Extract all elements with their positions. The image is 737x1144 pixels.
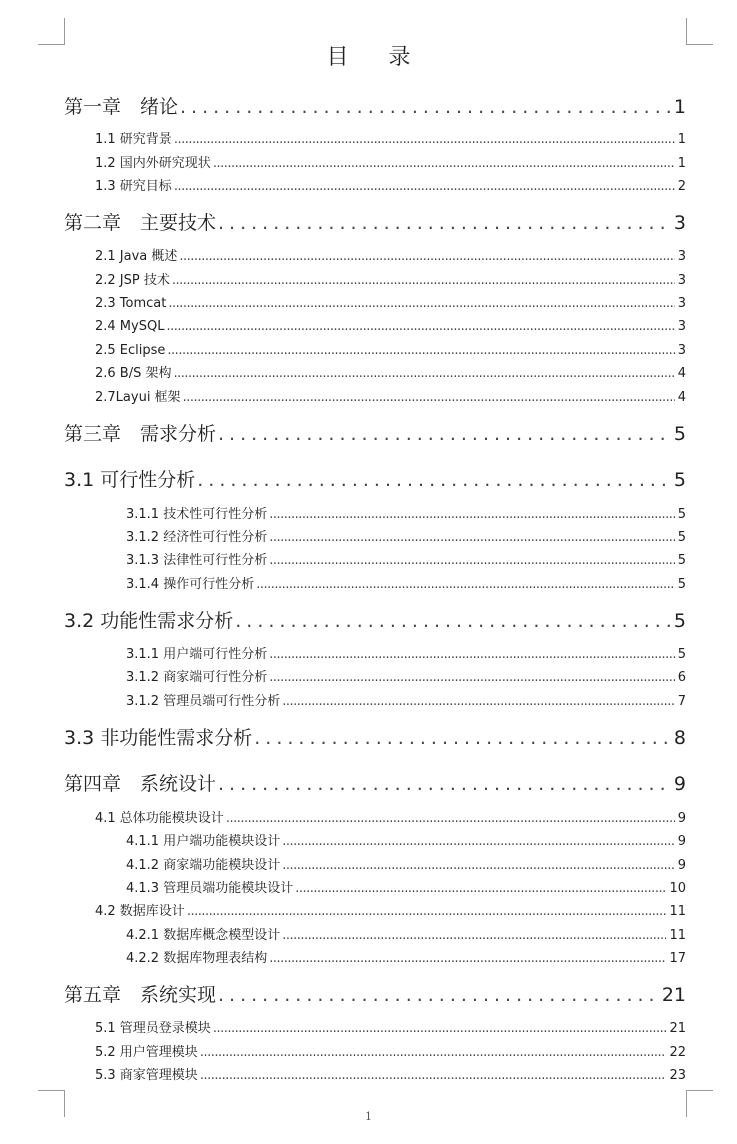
toc-leader <box>174 131 675 149</box>
toc-entry-label: 3.1.2 管理员端可行性分析 <box>126 694 281 709</box>
toc-entry-label: 3.3 非功能性需求分析 <box>64 727 253 749</box>
toc-leader <box>269 669 675 687</box>
toc-entry[interactable] <box>64 467 686 493</box>
toc-entry-label: 3.1.1 用户端可行性分析 <box>126 647 268 662</box>
toc-entry-page: 5 <box>677 530 686 545</box>
toc-entry[interactable] <box>126 880 686 898</box>
toc-entry[interactable] <box>95 155 686 173</box>
toc-entry-label: 4.1.1 用户端功能模块设计 <box>126 834 281 849</box>
toc-entry[interactable] <box>126 857 686 875</box>
toc-entry-label: 4.1 总体功能模块设计 <box>95 811 224 826</box>
toc-entry-label: 3.1 可行性分析 <box>64 469 196 491</box>
toc-entry[interactable] <box>64 725 686 751</box>
toc-entry-page: 1 <box>673 96 686 118</box>
toc-entry-page: 5 <box>677 647 686 662</box>
toc-leader <box>179 248 674 266</box>
toc-entry-label: 3.1.2 商家端可行性分析 <box>126 670 268 685</box>
toc-leader <box>187 903 667 921</box>
toc-entry-label: 5.2 用户管理模块 <box>95 1045 198 1060</box>
toc-entry-label: 2.5 Eclipse <box>95 343 166 358</box>
toc-entry-label: 3.2 功能性需求分析 <box>64 610 234 632</box>
toc-entry[interactable] <box>95 1020 686 1038</box>
toc-entry-page: 9 <box>677 811 686 826</box>
toc-leader <box>282 833 675 851</box>
toc-entry-label: 2.3 Tomcat <box>95 296 167 311</box>
crop-mark-top-left <box>38 18 65 45</box>
toc-entry-page: 4 <box>677 366 686 381</box>
toc-leader <box>269 529 675 547</box>
toc-leader <box>180 94 671 120</box>
toc-leader <box>197 467 671 493</box>
toc-entry-label: 4.2.2 数据库物理表结构 <box>126 951 268 966</box>
toc-entry-page: 5 <box>677 577 686 592</box>
toc-leader <box>269 552 675 570</box>
crop-mark-top-right <box>686 18 713 45</box>
toc-entry-label: 第四章 系统设计 <box>64 773 217 795</box>
toc-entry-label: 第一章 绪论 <box>64 96 179 118</box>
toc-leader <box>213 1020 667 1038</box>
toc-entry[interactable] <box>126 950 686 968</box>
toc-leader <box>226 810 675 828</box>
toc-entry-label: 3.1.1 技术性可行性分析 <box>126 507 268 522</box>
toc-entry[interactable] <box>95 272 686 290</box>
toc-entry-page: 5 <box>677 507 686 522</box>
toc-entry-page: 3 <box>677 273 686 288</box>
toc-entry-page: 17 <box>669 951 686 966</box>
toc-leader <box>282 857 675 875</box>
toc-entry-label: 第三章 需求分析 <box>64 423 217 445</box>
toc-entry-page: 9 <box>673 773 686 795</box>
toc-entry-label: 2.1 Java 概述 <box>95 249 178 264</box>
toc-entry[interactable] <box>95 131 686 149</box>
toc-entry-label: 3.1.3 法律性可行性分析 <box>126 553 268 568</box>
toc-entry[interactable] <box>64 608 686 634</box>
toc-entry[interactable] <box>64 771 686 797</box>
toc-entry-page: 23 <box>669 1068 686 1083</box>
page-number: 1 <box>365 1110 372 1123</box>
toc-leader <box>167 342 674 360</box>
toc-leader <box>218 210 671 236</box>
toc-entry-label: 4.2.1 数据库概念模型设计 <box>126 928 281 943</box>
toc-entry-label: 1.1 研究背景 <box>95 132 172 147</box>
toc-leader <box>269 506 675 524</box>
toc-entry[interactable] <box>126 506 686 524</box>
toc-entry-page: 8 <box>673 727 686 749</box>
toc-entry[interactable] <box>95 389 686 407</box>
toc-entry-label: 第五章 系统实现 <box>64 984 217 1006</box>
toc-entry-page: 3 <box>677 343 686 358</box>
toc-entry-label: 第二章 主要技术 <box>64 212 217 234</box>
toc-entry[interactable] <box>64 210 686 236</box>
toc-entry-page: 11 <box>669 904 686 919</box>
toc-entry-page: 6 <box>677 670 686 685</box>
toc-leader <box>269 646 675 664</box>
toc-entry-page: 3 <box>677 319 686 334</box>
toc-entry-label: 2.6 B/S 架构 <box>95 366 172 381</box>
toc-entry-page: 9 <box>677 858 686 873</box>
toc-leader <box>174 365 675 383</box>
toc-entry[interactable] <box>95 318 686 336</box>
toc-entry-page: 11 <box>669 928 686 943</box>
toc-entry[interactable] <box>126 552 686 570</box>
toc-entry[interactable] <box>95 903 686 921</box>
toc-entry-page: 3 <box>673 212 686 234</box>
toc-leader <box>200 1044 667 1062</box>
toc-leader <box>256 576 675 594</box>
toc-leader <box>166 318 674 336</box>
toc-entry-page: 22 <box>669 1045 686 1060</box>
toc-leader <box>235 608 671 634</box>
toc-entry[interactable] <box>95 295 686 313</box>
toc-entry-label: 5.3 商家管理模块 <box>95 1068 198 1083</box>
toc-leader <box>213 155 675 173</box>
toc-entry-page: 21 <box>661 984 686 1006</box>
toc-entry-page: 1 <box>677 132 686 147</box>
toc-entry-label: 2.4 MySQL <box>95 319 165 334</box>
toc-entry-page: 10 <box>669 881 686 896</box>
toc-leader <box>295 880 666 898</box>
toc-entry[interactable] <box>126 833 686 851</box>
toc-entry[interactable] <box>64 421 686 447</box>
toc-entry[interactable] <box>126 693 686 711</box>
toc-entry-page: 4 <box>677 390 686 405</box>
toc-entry[interactable] <box>95 342 686 360</box>
toc-entry-page: 9 <box>677 834 686 849</box>
toc-leader <box>254 725 671 751</box>
toc-entry-label: 2.7Layui 框架 <box>95 390 181 405</box>
toc-leader <box>174 178 675 196</box>
toc-entry-label: 2.2 JSP 技术 <box>95 273 170 288</box>
toc-entry[interactable] <box>95 810 686 828</box>
toc-entry[interactable] <box>95 1067 686 1085</box>
toc-leader <box>282 693 675 711</box>
toc-entry-page: 21 <box>669 1021 686 1036</box>
toc-leader <box>282 927 666 945</box>
toc-entry-label: 4.1.3 管理员端功能模块设计 <box>126 881 294 896</box>
toc-entry-label: 5.1 管理员登录模块 <box>95 1021 211 1036</box>
toc-leader <box>168 295 674 313</box>
toc-leader <box>218 771 671 797</box>
toc-entry[interactable] <box>64 94 686 120</box>
toc-entry-label: 1.2 国内外研究现状 <box>95 156 211 171</box>
toc-entry[interactable] <box>126 529 686 547</box>
toc-entry[interactable] <box>126 576 686 594</box>
toc-entry-page: 7 <box>677 694 686 709</box>
toc-entry-label: 4.2 数据库设计 <box>95 904 185 919</box>
toc-entry-page: 3 <box>677 296 686 311</box>
toc-entry-page: 5 <box>673 469 686 491</box>
toc-entry-page: 5 <box>677 553 686 568</box>
toc-entry[interactable] <box>126 669 686 687</box>
toc-entry-label: 4.1.2 商家端功能模块设计 <box>126 858 281 873</box>
toc-entry-page: 5 <box>673 610 686 632</box>
toc-entry[interactable] <box>95 365 686 383</box>
toc-leader <box>183 389 675 407</box>
toc-leader <box>172 272 675 290</box>
toc-entry-label: 3.1.4 操作可行性分析 <box>126 577 255 592</box>
toc-entry-page: 1 <box>677 156 686 171</box>
toc-entry[interactable] <box>95 248 686 266</box>
toc-entry[interactable] <box>126 646 686 664</box>
toc-leader <box>200 1067 667 1085</box>
toc-entry[interactable] <box>95 1044 686 1062</box>
toc-entry-label: 1.3 研究目标 <box>95 179 172 194</box>
toc-entry-label: 3.1.2 经济性可行性分析 <box>126 530 268 545</box>
toc-entry[interactable] <box>126 927 686 945</box>
toc-entry-page: 5 <box>673 423 686 445</box>
toc-leader <box>218 982 659 1008</box>
page-title: 目录 <box>326 45 451 70</box>
toc-entry[interactable] <box>64 982 686 1008</box>
toc-entry-page: 3 <box>677 249 686 264</box>
toc-leader <box>269 950 666 968</box>
toc-entry-page: 2 <box>677 179 686 194</box>
toc-leader <box>218 421 671 447</box>
toc-entry[interactable] <box>95 178 686 196</box>
